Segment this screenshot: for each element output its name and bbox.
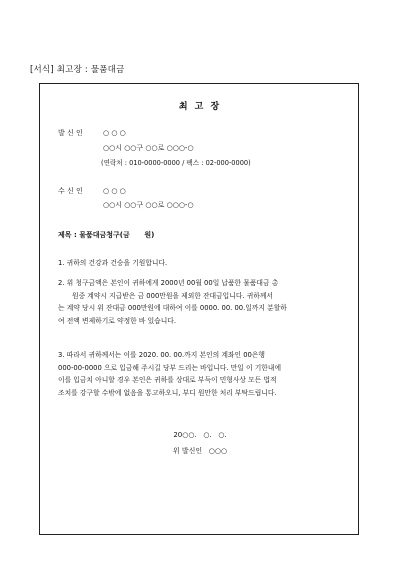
paragraph-line: 3. 따라서 귀하께서는 이를 2020. 00. 00.까지 본인의 계좌인 00은행 — [58, 351, 265, 359]
paragraph-line: 조치를 강구할 수밖에 없음을 통고하오니, 부디 원만한 처리 부탁드립니다. — [58, 388, 277, 397]
sender-signature: 위 발신인 ○○○ — [172, 447, 228, 455]
paragraph-line: 는 계약 당시 위 잔대금 000만원에 대하여 이를 0000. 00. 00.일까지 분할하 — [58, 304, 287, 313]
document-date: 20○○. ○. ○. — [173, 431, 227, 439]
sender-label: 발 신 인 — [58, 129, 83, 137]
paragraph-line: 원중 계약시 지급받은 금 000만원을 제외한 잔대금입니다. 귀하께서 — [72, 291, 273, 300]
paragraph-2 — [58, 277, 343, 327]
recipient-address: ○○시 ○○구 ○○로 ○○○-○ — [103, 201, 194, 209]
document-title: 최 고 장 — [178, 102, 222, 112]
paragraph-line: 000-00-0000 으로 입금해 주시길 당부 드리는 바입니다. 만일 이 기한내에 — [58, 363, 282, 372]
subject-line: 제목 : 물품대금청구(금 원) — [58, 231, 155, 239]
paragraph-1 — [58, 257, 343, 270]
recipient-label: 수 신 인 — [58, 187, 83, 195]
paragraph-3 — [58, 349, 343, 399]
paragraph-line: 여 전액 변제하기로 약정한 바 있습니다. — [58, 316, 177, 325]
form-label: [서식] 최고장 : 물품대금 — [30, 65, 125, 75]
sender-address: ○○시 ○○구 ○○로 ○○○-○ — [103, 144, 194, 152]
sender-name: ○ ○ ○ — [103, 129, 126, 137]
sender-contact: (연락처 : 010-0000-0000 / 팩스 : 02-000-0000) — [101, 159, 251, 167]
paragraph-line: 이를 입금치 아니할 경우 본인은 귀하를 상대로 부득이 민형사상 모든 법적 — [58, 376, 277, 385]
paragraph-line: 2. 위 청구금액은 본인이 귀하에게 2000년 00월 00일 납품한 물품대금 총 — [58, 279, 279, 287]
recipient-name: ○ ○ ○ — [103, 187, 126, 195]
paragraph-line: 1. 귀하의 건강과 건승을 기원합니다. — [58, 259, 168, 267]
